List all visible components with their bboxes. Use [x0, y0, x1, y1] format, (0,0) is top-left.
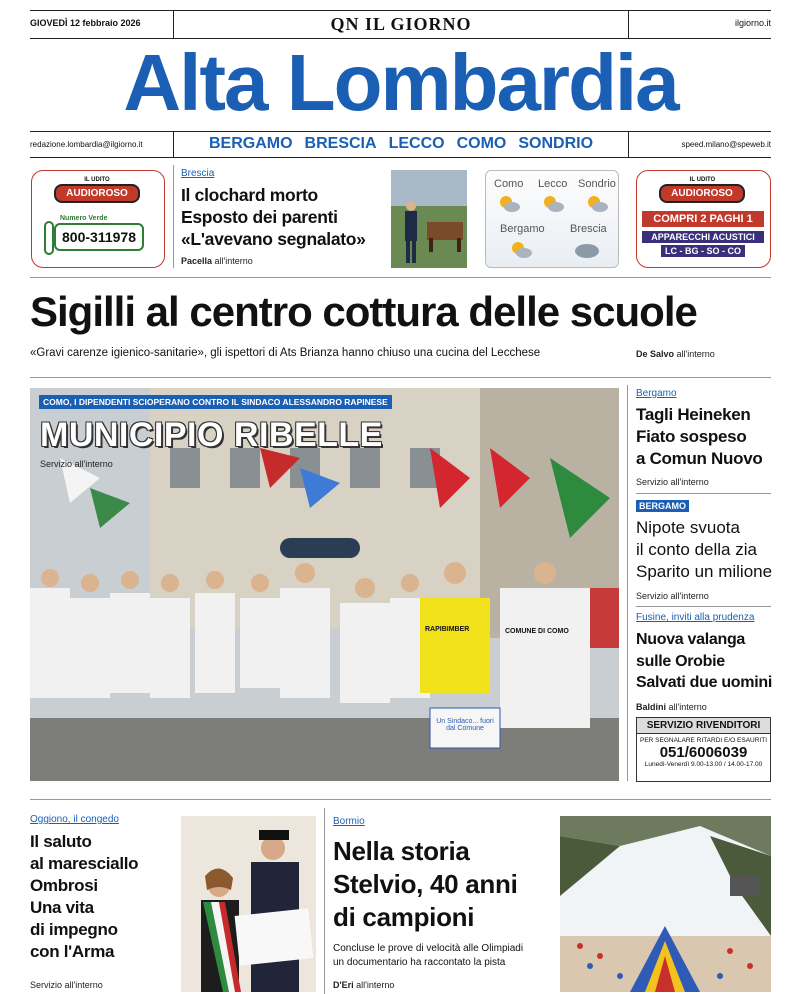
photo-credit: Servizio all'interno: [40, 459, 113, 469]
bottom-left-tag[interactable]: Oggiono, il congedo: [30, 814, 119, 825]
ad-left-logo-top: IL UDITO: [84, 177, 110, 183]
service-box-line: PER SEGNALARE RITARDI E/O ESAURITI: [639, 737, 768, 744]
bottom-right-title[interactable]: [333, 835, 518, 934]
advertising-email: speed.milano@speweb.it: [681, 140, 771, 149]
sidebar-story-2-line-3: Sparito un milione: [636, 562, 773, 581]
weather-city-lecco: Lecco: [538, 178, 568, 190]
ad-left[interactable]: [31, 170, 165, 268]
bottom-right-line-1: Nella storia: [333, 836, 470, 866]
top-story-byline: [181, 256, 253, 266]
bottom-left-line-5: di impegno: [30, 920, 118, 939]
sidebar-story-3-line-2: sulle Orobie: [636, 652, 725, 670]
sidebar-story-3-byline: [636, 702, 707, 712]
bottom-left-line-4: Una vita: [30, 898, 94, 917]
issue-date: GIOVEDÌ 12 febbraio 2026: [30, 18, 141, 28]
bottom-left-line-2: al maresciallo: [30, 854, 139, 873]
lead-author: De Salvo: [636, 349, 675, 359]
lead-subhead: «Gravi carenze igienico-sanitarie», gli ispettori di Ats Brianza hanno chiuso una cucina del Lecchese: [30, 347, 541, 359]
sidebar-story-3-author: Baldini: [636, 702, 667, 712]
sidebar-story-1-byline: Servizio all'interno: [636, 477, 709, 487]
bottom-left-byline: Servizio all'interno: [30, 980, 103, 990]
weather-icon-brescia: [574, 241, 600, 259]
top-story-line-3: «L'avevano segnalato»: [181, 229, 366, 249]
sidebar-story-1-title[interactable]: [636, 404, 762, 470]
weather-city-bergamo: Bergamo: [500, 223, 545, 235]
ad-left-phone: 800-311978: [54, 223, 144, 251]
bottom-left-line-1: Il saluto: [30, 832, 92, 851]
bottom-right-byline: [333, 980, 394, 990]
phone-icon: [44, 221, 54, 255]
sidebar-story-2-title[interactable]: [636, 517, 772, 583]
bottom-left-line-6: con l'Arma: [30, 942, 115, 961]
city-bergamo[interactable]: BERGAMO: [208, 135, 293, 152]
newsroom-email: redazione.lombardia@ilgiorno.it: [30, 140, 143, 149]
service-box-phone: 051/6006039: [659, 744, 748, 761]
sidebar-story-1-line-2: Fiato sospeso: [636, 427, 747, 446]
bottom-right-line-2: Stelvio, 40 anni: [333, 869, 518, 899]
service-box[interactable]: [636, 717, 771, 782]
sidebar-story-3-title[interactable]: [636, 629, 772, 694]
yellow-shirt-text: RAPIBIMBER: [425, 626, 470, 633]
lead-headline[interactable]: Sigilli al centro cottura delle scuole: [30, 288, 697, 335]
ad-right[interactable]: [636, 170, 771, 268]
bottom-left-photo[interactable]: [181, 816, 316, 992]
sidebar-story-2-tag[interactable]: BERGAMO: [636, 500, 689, 512]
sidebar-story-3-line-1: Nuova valanga: [636, 631, 746, 648]
sidebar-story-3-tag[interactable]: Fusine, inviti alla prudenza: [636, 612, 755, 623]
ad-left-label: Numero Verde: [60, 215, 108, 222]
photo-kicker: COMO, I DIPENDENTI SCIOPERANO CONTRO IL SINDACO ALESSANDRO RAPINESE: [39, 395, 392, 409]
paper-name: QN IL GIORNO: [330, 14, 472, 34]
bottom-right-photo[interactable]: [560, 816, 771, 992]
ad-right-logo-top: IL UDITO: [689, 177, 716, 183]
sidebar-story-1-tag[interactable]: Bergamo: [636, 388, 677, 399]
top-story-author: Pacella: [181, 256, 213, 266]
bottom-right-author: D'Eri: [333, 980, 354, 990]
city-nav: [174, 135, 628, 153]
weather-city-brescia: Brescia: [570, 223, 607, 235]
bottom-right-tag[interactable]: Bormio: [333, 816, 365, 827]
bottom-right-summary: [333, 942, 523, 970]
photo-title: MUNICIPIO RIBELLE: [40, 416, 383, 454]
main-photo[interactable]: [30, 388, 619, 781]
city-brescia[interactable]: BRESCIA: [304, 135, 377, 152]
top-story-line-2: Esposto dei parenti: [181, 207, 338, 227]
bottom-right-summary-1: Concluse le prove di velocità alle Olimpiadi: [333, 943, 524, 954]
top-story-tag[interactable]: Brescia: [181, 168, 215, 179]
sidebar-story-3-byline-rest: all'interno: [668, 702, 707, 712]
service-box-hours: Lunedì-Venerdì 9.00-13.00 / 14.00-17.00: [644, 761, 763, 768]
weather-icon-sondrio: [586, 195, 608, 213]
weather-city-como: Como: [494, 178, 524, 190]
weather-box[interactable]: [485, 170, 619, 268]
bottom-left-line-3: Ombrosi: [30, 876, 98, 895]
sidebar-story-2-line-2: il conto della zia: [636, 540, 757, 559]
weather-icon-lecco: [542, 195, 564, 213]
sidebar-story-3-line-3: Salvati due uomini: [636, 674, 772, 691]
ad-right-product: APPARECCHI ACUSTICI: [642, 231, 764, 243]
weather-city-sondrio: Sondrio: [578, 178, 616, 190]
ad-right-logo: AUDIOROSO: [659, 184, 745, 203]
city-como[interactable]: COMO: [456, 135, 507, 152]
sidebar-story-2-line-1: Nipote svuota: [636, 518, 740, 537]
city-sondrio[interactable]: SONDRIO: [518, 135, 594, 152]
weather-icon-bergamo: [510, 241, 532, 259]
bottom-right-summary-2: un documentario ha raccontato la pista: [333, 957, 506, 968]
service-box-title: SERVIZIO RIVENDITORI: [637, 718, 770, 734]
city-lecco[interactable]: LECCO: [388, 135, 445, 152]
top-story-photo[interactable]: [391, 170, 467, 268]
edition-title: Alta Lombardia: [123, 38, 678, 127]
sidebar-story-1-line-1: Tagli Heineken: [636, 405, 751, 424]
ad-right-offer: COMPRI 2 PAGHI 1: [642, 211, 764, 227]
bottom-right-line-3: di campioni: [333, 902, 475, 932]
top-story-headline[interactable]: [181, 184, 366, 250]
lead-byline-rest: all'interno: [676, 349, 715, 359]
ad-left-logo: AUDIOROSO: [54, 184, 140, 203]
weather-icon-como: [498, 195, 520, 213]
protest-sign: Un Sindaco... fuori dal Comune: [436, 718, 494, 732]
bottom-right-byline-rest: all'interno: [356, 980, 395, 990]
top-story-byline-rest: all'interno: [214, 256, 253, 266]
sidebar-story-1-line-3: a Comun Nuovo: [636, 449, 763, 468]
ad-right-areas: LC - BG - SO - CO: [661, 245, 745, 257]
shirt-text: COMUNE DI COMO: [505, 628, 569, 635]
bottom-left-title[interactable]: [30, 831, 138, 963]
website: ilgiorno.it: [734, 18, 771, 28]
sidebar-story-2-byline: Servizio all'interno: [636, 591, 709, 601]
lead-byline: [636, 349, 715, 359]
top-story-line-1: Il clochard morto: [181, 185, 318, 205]
